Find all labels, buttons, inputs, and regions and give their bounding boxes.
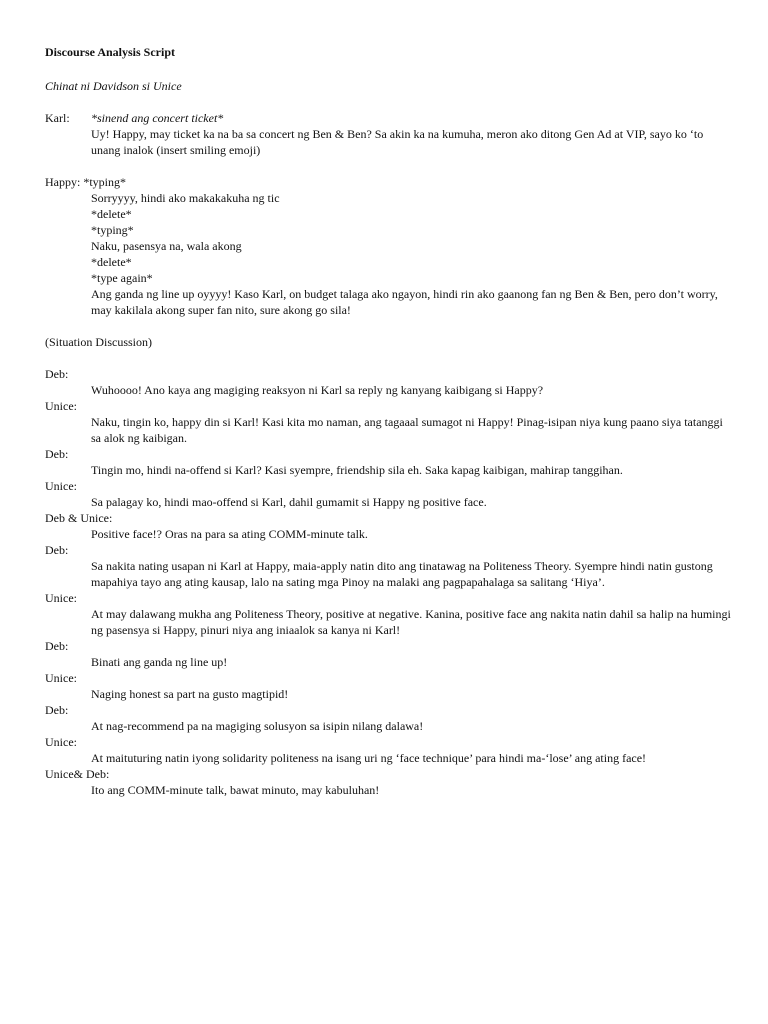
discussion-line: Sa nakita nating usapan ni Karl at Happy, maia-apply natin dito ang tinatawag na Politeness Theory. Syempre hindi natin gustong mapahiya tayo ang ating kausap, lalo na sating mga Pinoy na malaki ang pagpapahalaga sa salitang ‘Hiya’. <box>91 559 713 589</box>
karl-block <box>45 110 735 158</box>
discussion-speaker: Unice: <box>45 735 77 749</box>
happy-first: *typing* <box>83 175 126 189</box>
discussion-line: At may dalawang mukha ang Politeness Theory, positive at negative. Kanina, positive face ang nakita natin dahil sa halip na humingi ng pasensya si Happy, pinuri niya ang iniaalok sa kanya ni Karl! <box>91 607 731 637</box>
discussion-speaker: Unice: <box>45 479 77 493</box>
happy-line: *type again* <box>91 271 153 285</box>
happy-line: Sorryyyy, hindi ako makakakuha ng tic <box>91 191 280 205</box>
discussion-line: Naku, tingin ko, happy din si Karl! Kasi kita mo naman, ang tagaaal sumagot ni Happy! Pinag-isipan niya kung paano siya tatanggi sa alok ng kaibigan. <box>91 415 723 445</box>
discussion-line: Ito ang COMM-minute talk, bawat minuto, may kabuluhan! <box>91 783 380 797</box>
happy-line: *delete* <box>91 255 132 269</box>
document-title: Discourse Analysis Script <box>45 45 176 59</box>
discussion-speaker: Unice: <box>45 399 77 413</box>
discussion-speaker: Deb & Unice: <box>45 511 113 525</box>
discussion <box>45 366 735 798</box>
discussion-line: Sa palagay ko, hindi mao-offend si Karl, dahil gumamit si Happy ng positive face. <box>91 495 487 509</box>
situation-heading: (Situation Discussion) <box>45 335 152 349</box>
karl-line: Uy! Happy, may ticket ka na ba sa concert ng Ben & Ben? Sa akin ka na kumuha, meron ako ditong Gen Ad at VIP, sayo ko ‘to unang inalok (insert smiling emoji) <box>91 127 704 157</box>
discussion-speaker: Unice& Deb: <box>45 767 110 781</box>
speaker-karl: Karl: <box>45 111 70 125</box>
discussion-line: Positive face!? Oras na para sa ating COMM-minute talk. <box>91 527 368 541</box>
happy-line: *typing* <box>91 223 134 237</box>
happy-line: Ang ganda ng line up oyyyy! Kaso Karl, on budget talaga ako ngayon, hindi rin ako gaanong fan ng Ben & Ben, pero don’t worry, may kakilala akong super fan nito, sure akong go sila! <box>91 287 718 317</box>
discussion-speaker: Unice: <box>45 671 77 685</box>
karl-action: *sinend ang concert ticket* <box>91 111 224 125</box>
speaker-happy: Happy: <box>45 175 81 189</box>
happy-line: *delete* <box>91 207 132 221</box>
discussion-speaker: Deb: <box>45 543 69 557</box>
discussion-speaker: Unice: <box>45 591 77 605</box>
discussion-line: Tingin mo, hindi na-offend si Karl? Kasi syempre, friendship sila eh. Saka kapag kaibigan, mahirap tanggihan. <box>91 463 623 477</box>
happy-block <box>45 174 735 318</box>
document-page <box>45 44 735 798</box>
happy-line: Naku, pasensya na, wala akong <box>91 239 242 253</box>
discussion-line: At nag-recommend pa na magiging solusyon sa isipin nilang dalawa! <box>91 719 424 733</box>
discussion-line: Naging honest sa part na gusto magtipid! <box>91 687 289 701</box>
discussion-line: Wuhoooo! Ano kaya ang magiging reaksyon ni Karl sa reply ng kanyang kaibigang si Happy? <box>91 383 544 397</box>
discussion-speaker: Deb: <box>45 639 69 653</box>
discussion-speaker: Deb: <box>45 703 69 717</box>
discussion-speaker: Deb: <box>45 367 69 381</box>
discussion-line: Binati ang ganda ng line up! <box>91 655 228 669</box>
discussion-speaker: Deb: <box>45 447 69 461</box>
document-subtitle: Chinat ni Davidson si Unice <box>45 79 182 93</box>
discussion-line: At maituturing natin iyong solidarity politeness na isang uri ng ‘face technique’ para hindi ma-‘lose’ ang ating face! <box>91 751 647 765</box>
